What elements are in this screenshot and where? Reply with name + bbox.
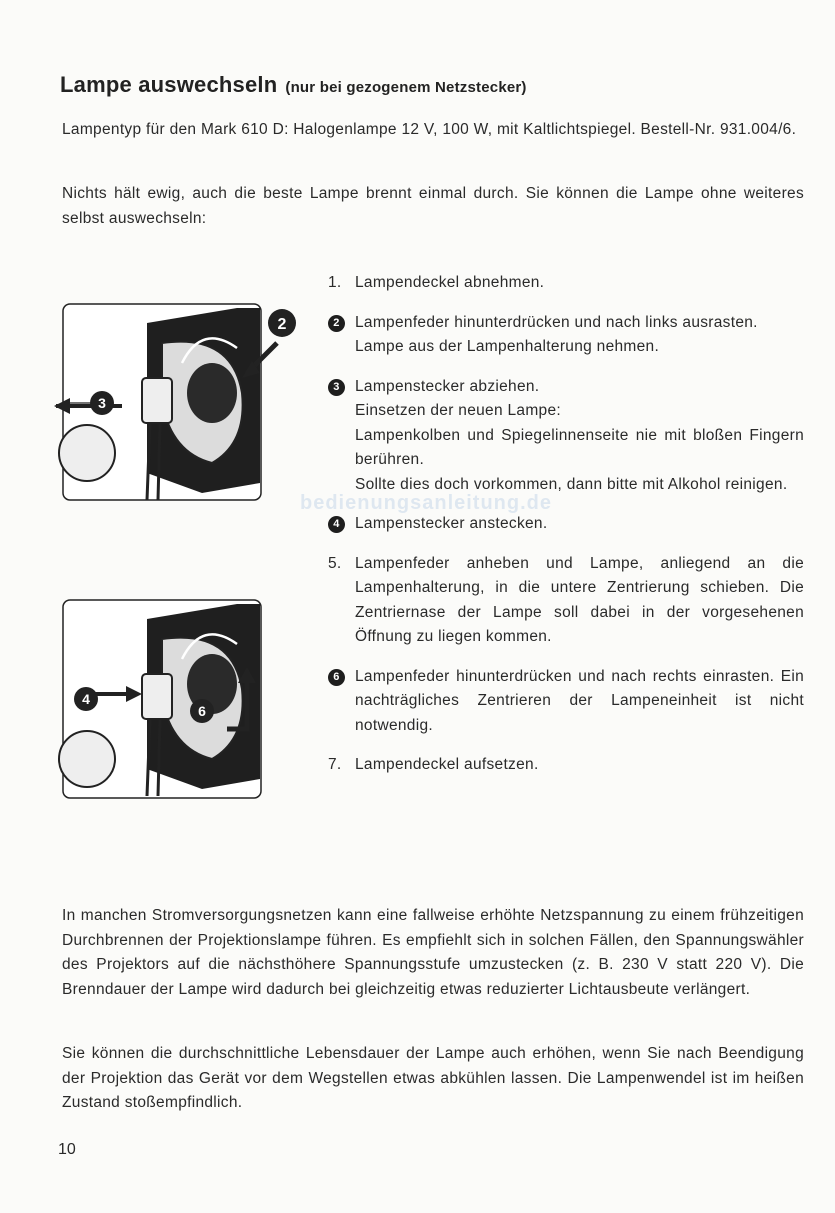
lamp-bulb [187, 363, 237, 423]
lamp-plug [142, 674, 172, 719]
page-title [60, 72, 527, 98]
lamp-type-paragraph: Lampentyp für den Mark 610 D: Halogenlampe 12 V, 100 W, mit Kaltlichtspiegel. Bestell-Nr. 931.004/6. [62, 121, 797, 138]
step-text: Lampe aus der Lampenhalterung nehmen. [355, 338, 660, 355]
fan-knob [59, 425, 115, 481]
callout-6 [190, 699, 214, 723]
step-item [328, 665, 804, 739]
step-text: Lampenkolben und Spiegelinnenseite nie mit bloßen Fingern berühren. [355, 426, 804, 468]
step-text: Lampendeckel aufsetzen. [355, 756, 539, 773]
step-item [328, 375, 804, 498]
callout-3 [90, 391, 114, 415]
step-number-circle: 6 [328, 669, 345, 686]
step-item [328, 311, 804, 360]
step-text: Sollte dies doch vorkommen, dann bitte mit Alkohol reinigen. [355, 475, 788, 493]
step-number: 1. [328, 274, 342, 291]
lifetime-note: Sie können die durchschnittliche Lebensdauer der Lampe auch erhöhen, wenn Sie nach Beendigung der Projektion das Gerät vor dem Wegstellen etwas abkühlen lassen. Die Lampenwendel ist im heißen Zustand stoßempfindlich. [62, 1045, 804, 1111]
step-list [328, 271, 804, 778]
step-text: Lampenfeder hinunterdrücken und nach links ausrasten. [355, 313, 758, 331]
lamp-removal-figure [62, 303, 287, 503]
step-number: 5. [328, 554, 342, 572]
step-number-circle: 3 [328, 379, 345, 396]
voltage-note: In manchen Stromversorgungsnetzen kann eine fallweise erhöhte Netzspannung zu einem frühzeitigen Durchbrennen der Projektionslampe führen. Es empfiehlt sich in solchen Fällen, den Spannungswähler des Projektors auf die nächsthöhere Spannungsstufe umzustecken (z. B. 230 V statt 220 V). Die Brenndauer der Lampe wird dadurch bei gleichzeitig etwas reduzierter Lichtausbeute verlängert. [62, 907, 804, 998]
step-text: Lampenfeder hinunterdrücken und nach rechts einrasten. Ein nachträgliches Zentrieren der Lampeneinheit ist nicht notwendig. [355, 667, 804, 734]
lamp-insertion-figure [62, 599, 262, 799]
step-item [328, 271, 804, 296]
svg-text:3: 3 [98, 395, 106, 411]
step-text: Lampenstecker abziehen. [355, 377, 540, 395]
callout-4 [74, 687, 98, 711]
step-number-circle: 4 [328, 516, 345, 533]
step-item [328, 753, 804, 778]
step-item [328, 512, 804, 537]
svg-text:2: 2 [277, 316, 287, 333]
page-number: 10 [58, 1141, 76, 1158]
title-subtitle: (nur bei gezogenem Netzstecker) [285, 79, 527, 96]
watermark: bedienungsanleitung.de [300, 492, 553, 514]
callout-2 [268, 309, 296, 337]
step-item [328, 552, 804, 650]
lamp-plug [142, 378, 172, 423]
title-text: Lampe auswechseln [60, 72, 278, 97]
fan-knob [59, 731, 115, 787]
step-text: Lampenstecker anstecken. [355, 515, 548, 532]
svg-text:4: 4 [82, 691, 90, 707]
step-number: 7. [328, 756, 342, 773]
step-number-circle: 2 [328, 315, 345, 332]
step-text: Einsetzen der neuen Lampe: [355, 402, 561, 419]
step-text: Lampendeckel abnehmen. [355, 274, 545, 291]
intro-paragraph: Nichts hält ewig, auch die beste Lampe brennt einmal durch. Sie können die Lampe ohne weiteres selbst auswechseln: [62, 185, 804, 227]
step-text: Lampenfeder anheben und Lampe, anliegend an die Lampenhalterung, in die untere Zentrierung schieben. Die Zentriernase der Lampe soll dabei in der vorgesehenen Öffnung zu liegen kommen. [355, 554, 804, 645]
svg-text:6: 6 [198, 703, 206, 719]
